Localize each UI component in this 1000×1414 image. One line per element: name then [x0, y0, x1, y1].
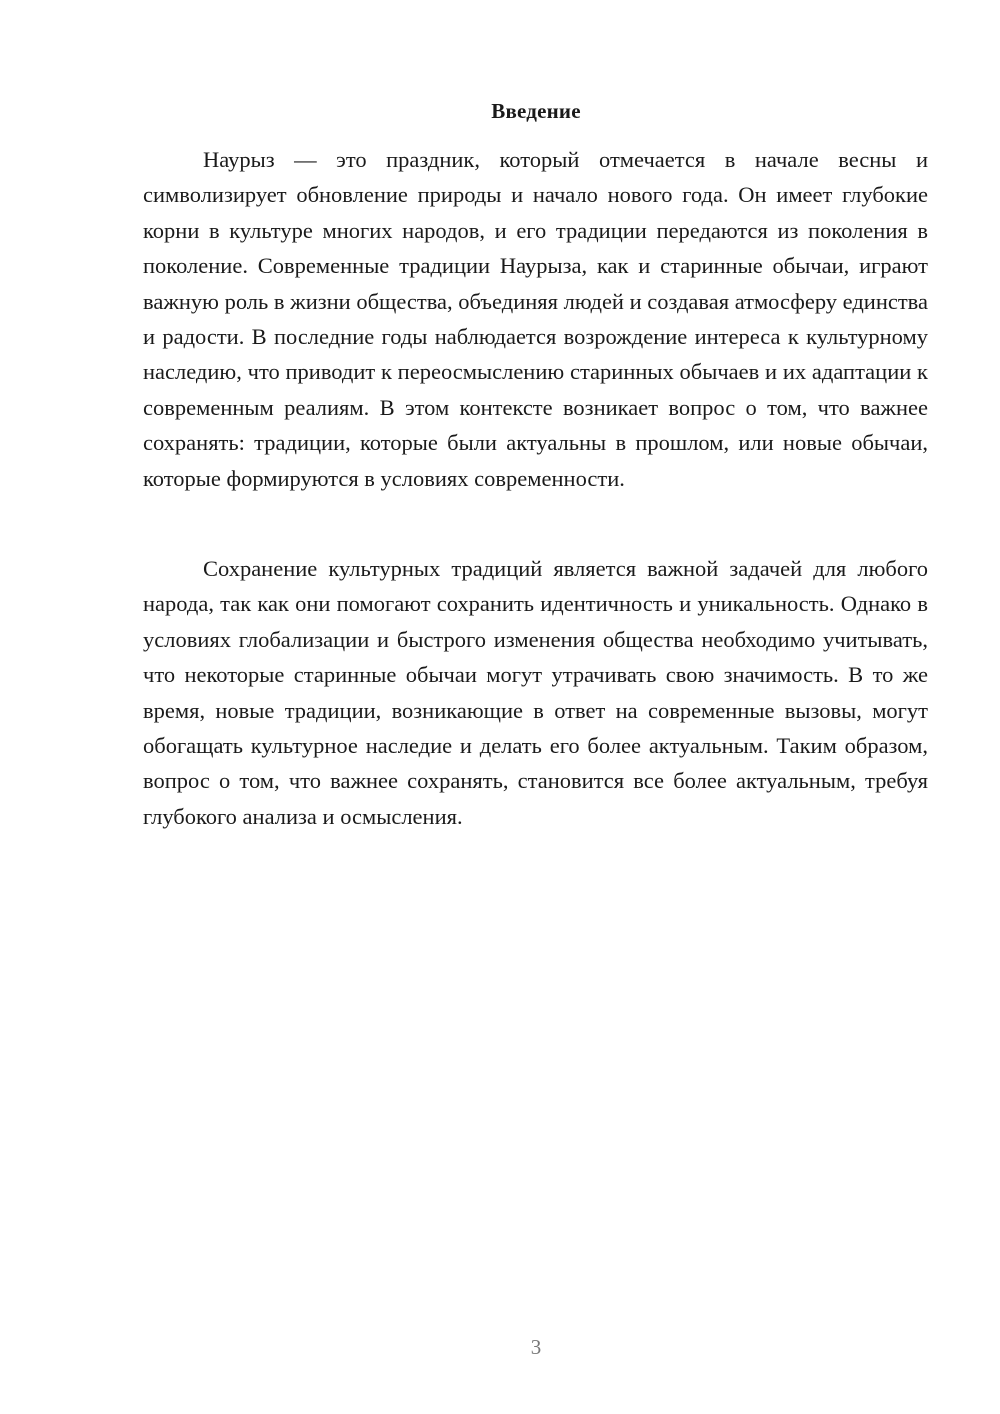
section-title: Введение — [491, 99, 581, 123]
paragraph-intro: Наурыз — это праздник, который отмечается в начале весны и символизирует обновление природы и начало нового года. Он имеет глубокие корни в культуре многих народов, и его традиции передаются из поколения в поколение. Современные традиции Наурыза, как и старинные обычаи, играют важную роль в жизни общества, объединяя людей и создавая атмосферу единства и радости. В последние годы наблюдается возрождение интереса к культурному наследию, что приводит к переосмыслению старинных обычаев и их адаптации к современным реалиям. В этом контексте возникает вопрос о том, что важнее сохранять: традиции, которые были актуальны в прошлом, или новые обычаи, которые формируются в условиях современности. — [143, 147, 928, 491]
page-number: 3 — [530, 1335, 542, 1359]
paragraph-traditions: Сохранение культурных традиций является важной задачей для любого народа, так как они помогают сохранить идентичность и уникальность. Однако в условиях глобализации и быстрого изменения общества необходимо учитывать, что некоторые старинные обычаи могут утрачивать свою значимость. В то же время, новые традиции, возникающие в ответ на современные вызовы, могут обогащать культурное наследие и делать его более актуальным. Таким образом, вопрос о том, что важнее сохранять, становится все более актуальным, требуя глубокого анализа и осмысления. — [143, 556, 928, 829]
